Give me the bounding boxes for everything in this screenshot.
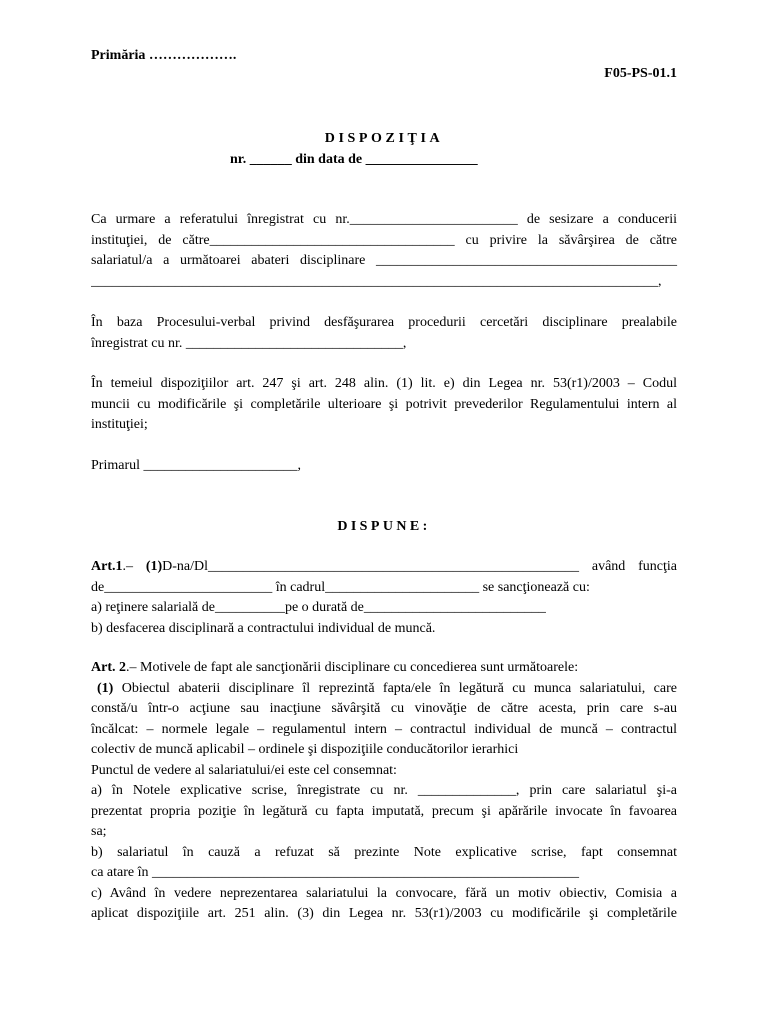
alineat-number: (1) bbox=[97, 680, 114, 696]
paragraph-temei-legal bbox=[91, 374, 677, 436]
paragraph-line: a) în Notele explicative scrise, înregistrate cu nr. ______________, prin care salariatul şi-a bbox=[91, 783, 677, 798]
article-label: Art.1 bbox=[91, 559, 123, 574]
paragraph-referat bbox=[91, 210, 677, 292]
paragraph-line: c) Având în vedere neprezentarea salariatului la convocare, fără un motiv obiectiv, Comisia a bbox=[91, 885, 677, 901]
paragraph-line: Ca urmare a referatului înregistrat cu nr.________________________ de sesizare a conducerii bbox=[91, 212, 677, 227]
paragraph-line: încălcat: – normele legale – regulamentul intern – contractul individual de muncă – contractul bbox=[91, 721, 677, 737]
article-2 bbox=[91, 658, 677, 925]
article-text: D-na/Dl_____________________________________________________ având funcţia bbox=[162, 559, 677, 574]
paragraph-line: b) desfacerea disciplinară a contractului individual de muncă. bbox=[91, 620, 436, 636]
paragraph-line: b) salariatul în cauză a refuzat să prezinte Note explicative scrise, fapt consemnat bbox=[91, 844, 677, 860]
article-text: Obiectul abaterii disciplinare îl reprezintă fapta/ele în legătură cu munca salariatului, care bbox=[113, 680, 677, 696]
paragraph-line: instituţiei; bbox=[91, 417, 148, 432]
document-number-date: nr. ______ din data de ________________ bbox=[230, 152, 478, 167]
paragraph-line: sa; bbox=[91, 824, 107, 839]
paragraph-line: ca atare în _____________________________________________________________ bbox=[91, 865, 580, 880]
paragraph-line: colectiv de muncă aplicabil – ordinele şi dispoziţiile conducătorilor ierarhici bbox=[91, 742, 519, 757]
paragraph-line: În baza Procesului-verbal privind desfăşurarea procedurii cercetări disciplinare prealabile bbox=[91, 315, 677, 330]
paragraph-line: În temeiul dispoziţiilor art. 247 şi art. 248 alin. (1) lit. e) din Legea nr. 53(r1)/2003 – Codul bbox=[91, 376, 677, 391]
institution-header: Primăria ………………. bbox=[91, 48, 237, 63]
alineat-number: (1) bbox=[145, 559, 163, 574]
paragraph-line: _________________________________________________________________________________, bbox=[91, 273, 662, 289]
article-text: .– Motivele de fapt ale sancţionării disciplinare cu concedierea sunt următoarele: bbox=[126, 660, 579, 675]
article-1 bbox=[91, 557, 677, 639]
paragraph-line: Primarul ______________________, bbox=[91, 458, 301, 473]
paragraph-line bbox=[91, 679, 677, 700]
paragraph-line: aplicat dispoziţiile art. 251 alin. (3) din Legea nr. 53(r1)/2003 cu modificările şi completările bbox=[91, 906, 677, 921]
paragraph-line: a) reţinere salarială de__________pe o durată de__________________________ bbox=[91, 600, 546, 615]
article-label: Art. 2 bbox=[91, 660, 126, 675]
paragraph-line: de________________________ în cadrul______________________ se sancţionează cu: bbox=[91, 579, 590, 595]
paragraph-line: prezentat propria poziţie în legătură cu fapta imputată, precum şi apărările invocate în favoarea bbox=[91, 803, 677, 819]
document-title: DISPOZIŢIA bbox=[324, 131, 444, 146]
paragraph-line bbox=[91, 557, 677, 578]
article-dash: .– bbox=[122, 559, 146, 574]
paragraph-line: muncii cu modificările şi completările ulterioare şi potrivit prevederilor Regulamentului intern al bbox=[91, 396, 677, 412]
section-title-dispune: DISPUNE: bbox=[337, 519, 431, 534]
paragraph-primar bbox=[91, 456, 677, 477]
paragraph-line: salariatul/a a următoarei abateri disciplinare ___________________________________________ bbox=[91, 253, 677, 268]
paragraph-line bbox=[91, 658, 677, 679]
paragraph-proces-verbal bbox=[91, 313, 677, 354]
paragraph-line: constă/u într-o acţiune sau inacţiune săvârşită cu vinovăţie de către acesta, prin care s-au bbox=[91, 701, 677, 716]
paragraph-line: instituţiei, de către___________________________________ cu privire la săvârşirea de către bbox=[91, 232, 677, 248]
paragraph-line: înregistrat cu nr. _______________________________, bbox=[91, 335, 407, 351]
paragraph-line: Punctul de vedere al salariatului/ei este cel consemnat: bbox=[91, 762, 397, 778]
form-code: F05-PS-01.1 bbox=[604, 66, 677, 81]
